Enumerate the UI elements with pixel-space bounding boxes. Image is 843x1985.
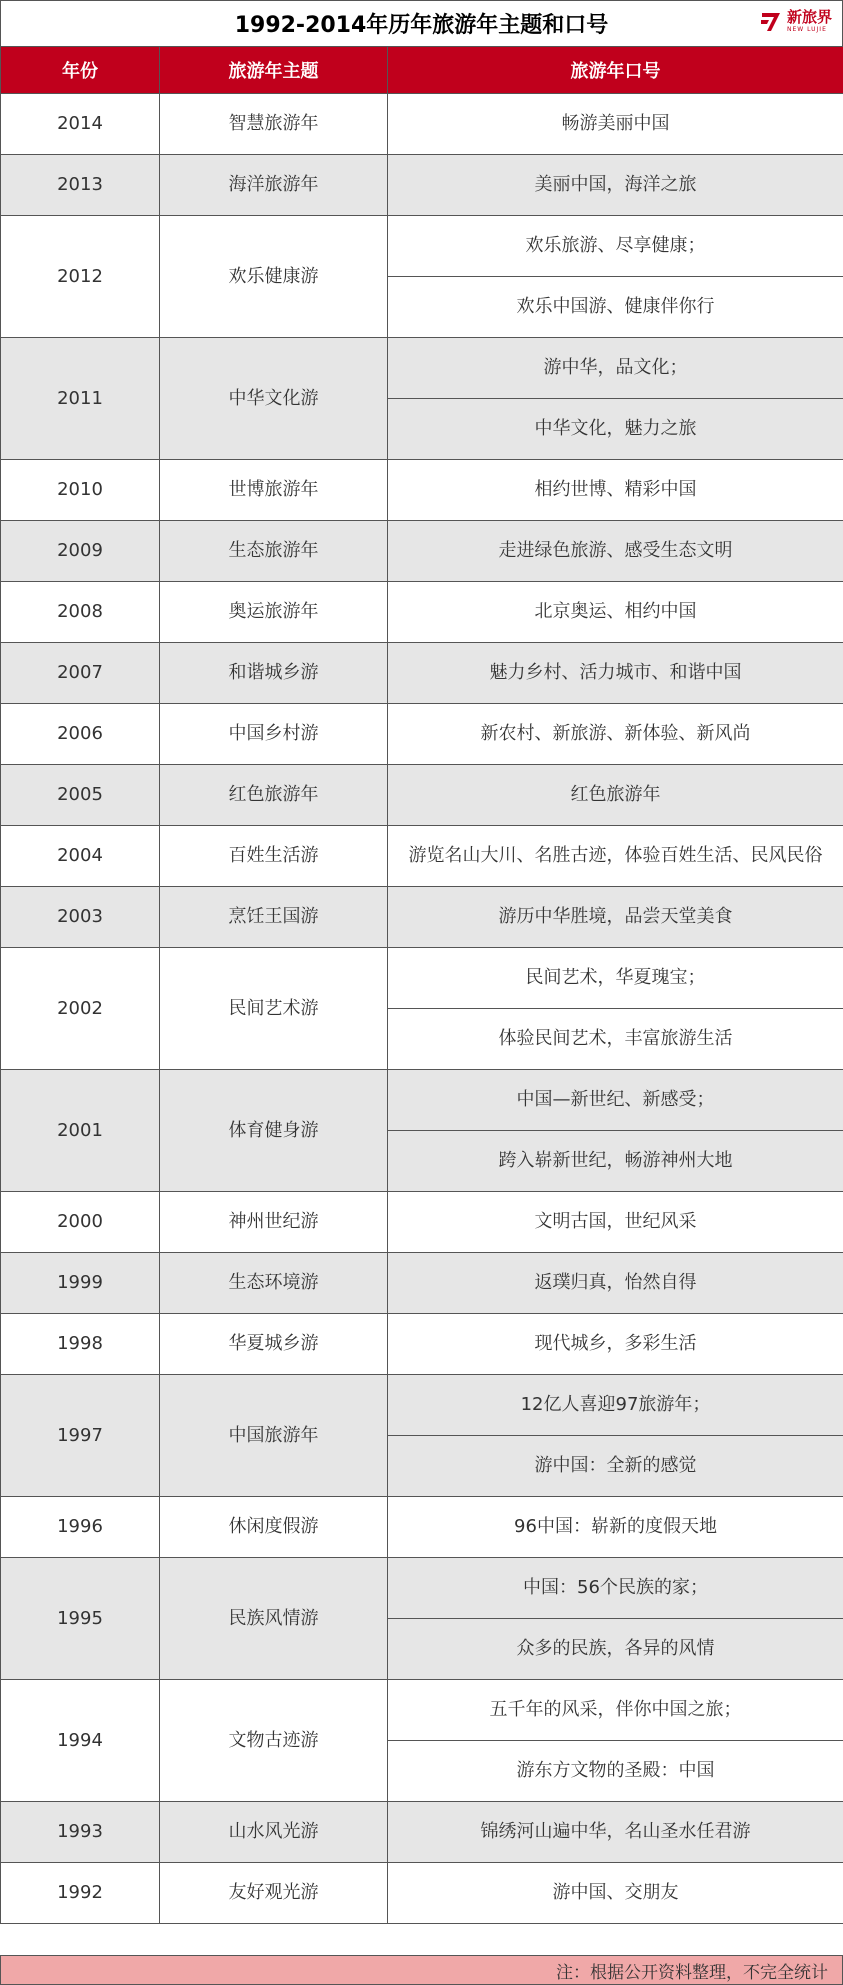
- footer-note-bar: [0, 1955, 843, 1985]
- theme-cell: 生态旅游年: [160, 521, 388, 582]
- theme-cell: 世博旅游年: [160, 460, 388, 521]
- theme-cell: 神州世纪游: [160, 1192, 388, 1253]
- slogan-cell: 12亿人喜迎97旅游年；: [388, 1375, 843, 1436]
- title-bar: [0, 0, 843, 46]
- year-cell: 1996: [1, 1497, 160, 1558]
- slogan-table: [0, 46, 843, 1924]
- slogan-cell: 众多的民族，各异的风情: [388, 1619, 843, 1680]
- header-theme: 旅游年主题: [160, 47, 388, 94]
- slogan-cell: 游中国：全新的感觉: [388, 1436, 843, 1497]
- slogan-cell: 中国—新世纪、新感受；: [388, 1070, 843, 1131]
- theme-cell: 民族风情游: [160, 1558, 388, 1680]
- table-row: [1, 887, 843, 948]
- table-row: [1, 1375, 843, 1436]
- year-cell: 2004: [1, 826, 160, 887]
- year-cell: 2003: [1, 887, 160, 948]
- table-row: [1, 948, 843, 1009]
- table-row: [1, 643, 843, 704]
- table-row: [1, 460, 843, 521]
- logo-subtext: NEW LUJIE: [786, 25, 827, 33]
- year-cell: 1995: [1, 1558, 160, 1680]
- table-row: [1, 1253, 843, 1314]
- year-cell: 2009: [1, 521, 160, 582]
- year-cell: 2008: [1, 582, 160, 643]
- theme-cell: 休闲度假游: [160, 1497, 388, 1558]
- year-cell: 2010: [1, 460, 160, 521]
- table-row: [1, 94, 843, 155]
- header-year: 年份: [1, 47, 160, 94]
- slogan-cell: 锦绣河山遍中华，名山圣水任君游: [388, 1802, 843, 1863]
- slogan-cell: 中国：56个民族的家；: [388, 1558, 843, 1619]
- slogan-cell: 游东方文物的圣殿：中国: [388, 1741, 843, 1802]
- theme-cell: 奥运旅游年: [160, 582, 388, 643]
- theme-cell: 红色旅游年: [160, 765, 388, 826]
- header-slogan: 旅游年口号: [388, 47, 843, 94]
- slogan-cell: 美丽中国，海洋之旅: [388, 155, 843, 216]
- theme-cell: 欢乐健康游: [160, 216, 388, 338]
- year-cell: 2011: [1, 338, 160, 460]
- slogan-cell: 游中华，品文化；: [388, 338, 843, 399]
- logo-name: 新旅界: [786, 7, 832, 26]
- table-row: [1, 1680, 843, 1741]
- theme-cell: 中华文化游: [160, 338, 388, 460]
- year-cell: 1992: [1, 1863, 160, 1924]
- year-cell: 2000: [1, 1192, 160, 1253]
- page-title: 1992-2014年历年旅游年主题和口号: [234, 13, 609, 38]
- theme-cell: 中国旅游年: [160, 1375, 388, 1497]
- year-cell: 2002: [1, 948, 160, 1070]
- year-cell: 2007: [1, 643, 160, 704]
- year-cell: 1994: [1, 1680, 160, 1802]
- table-row: [1, 1070, 843, 1131]
- slogan-cell: 文明古国，世纪风采: [388, 1192, 843, 1253]
- slogan-cell: 民间艺术，华夏瑰宝；: [388, 948, 843, 1009]
- table-row: [1, 155, 843, 216]
- theme-cell: 文物古迹游: [160, 1680, 388, 1802]
- slogan-cell: 游历中华胜境，品尝天堂美食: [388, 887, 843, 948]
- slogan-cell: 体验民间艺术，丰富旅游生活: [388, 1009, 843, 1070]
- theme-cell: 体育健身游: [160, 1070, 388, 1192]
- theme-cell: 华夏城乡游: [160, 1314, 388, 1375]
- slogan-cell: 北京奥运、相约中国: [388, 582, 843, 643]
- table-row: [1, 704, 843, 765]
- theme-cell: 友好观光游: [160, 1863, 388, 1924]
- theme-cell: 烹饪王国游: [160, 887, 388, 948]
- theme-cell: 山水风光游: [160, 1802, 388, 1863]
- year-cell: 2006: [1, 704, 160, 765]
- table-row: [1, 1802, 843, 1863]
- table-row: [1, 216, 843, 277]
- table-row: [1, 582, 843, 643]
- slogan-cell: 畅游美丽中国: [388, 94, 843, 155]
- slogan-cell: 中华文化，魅力之旅: [388, 399, 843, 460]
- theme-cell: 海洋旅游年: [160, 155, 388, 216]
- slogan-cell: 相约世博、精彩中国: [388, 460, 843, 521]
- theme-cell: 和谐城乡游: [160, 643, 388, 704]
- slogan-cell: 游览名山大川、名胜古迹，体验百姓生活、民风民俗: [388, 826, 843, 887]
- slogan-cell: 新农村、新旅游、新体验、新风尚: [388, 704, 843, 765]
- year-cell: 1999: [1, 1253, 160, 1314]
- slogan-cell: 返璞归真，怡然自得: [388, 1253, 843, 1314]
- table-row: [1, 1558, 843, 1619]
- table-header-row: [1, 47, 843, 94]
- table-row: [1, 765, 843, 826]
- theme-cell: 百姓生活游: [160, 826, 388, 887]
- table-row: [1, 826, 843, 887]
- year-cell: 2014: [1, 94, 160, 155]
- table-body: [1, 94, 843, 1924]
- theme-cell: 民间艺术游: [160, 948, 388, 1070]
- year-cell: 1993: [1, 1802, 160, 1863]
- theme-cell: 中国乡村游: [160, 704, 388, 765]
- table-row: [1, 1314, 843, 1375]
- brand-logo: [759, 9, 832, 33]
- slogan-cell: 走进绿色旅游、感受生态文明: [388, 521, 843, 582]
- table-row: [1, 1192, 843, 1253]
- slogan-cell: 欢乐中国游、健康伴你行: [388, 277, 843, 338]
- slogan-cell: 红色旅游年: [388, 765, 843, 826]
- table-row: [1, 1863, 843, 1924]
- logo-mark-icon: [759, 9, 783, 33]
- table-row: [1, 521, 843, 582]
- slogan-cell: 五千年的风采，伴你中国之旅；: [388, 1680, 843, 1741]
- slogan-cell: 欢乐旅游、尽享健康；: [388, 216, 843, 277]
- slogan-cell: 现代城乡，多彩生活: [388, 1314, 843, 1375]
- year-cell: 2012: [1, 216, 160, 338]
- year-cell: 2013: [1, 155, 160, 216]
- table-row: [1, 1497, 843, 1558]
- theme-cell: 智慧旅游年: [160, 94, 388, 155]
- slogan-cell: 跨入崭新世纪，畅游神州大地: [388, 1131, 843, 1192]
- year-cell: 2005: [1, 765, 160, 826]
- table-row: [1, 338, 843, 399]
- slogan-cell: 96中国：崭新的度假天地: [388, 1497, 843, 1558]
- year-cell: 2001: [1, 1070, 160, 1192]
- year-cell: 1998: [1, 1314, 160, 1375]
- slogan-cell: 游中国、交朋友: [388, 1863, 843, 1924]
- footer-note: 注：根据公开资料整理，不完全统计: [556, 1962, 828, 1983]
- year-cell: 1997: [1, 1375, 160, 1497]
- theme-cell: 生态环境游: [160, 1253, 388, 1314]
- slogan-cell: 魅力乡村、活力城市、和谐中国: [388, 643, 843, 704]
